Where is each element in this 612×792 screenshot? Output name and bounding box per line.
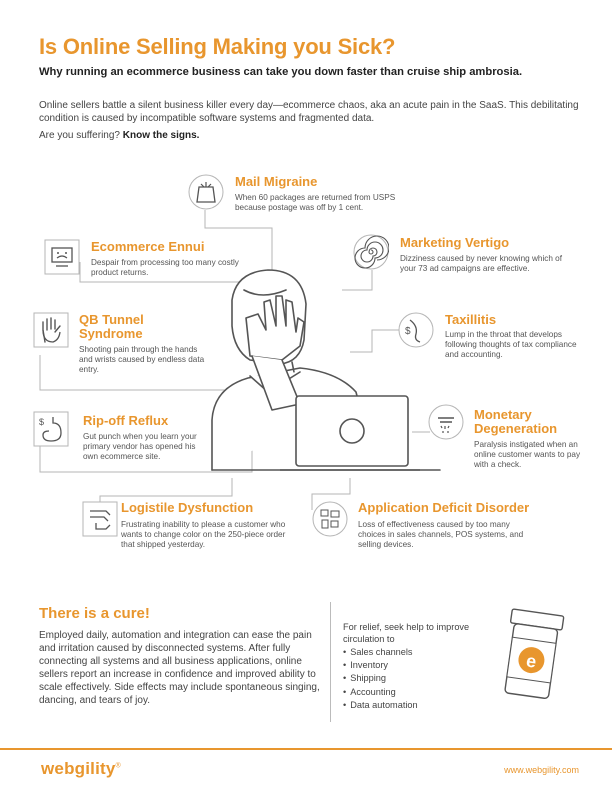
connector-vertigo — [342, 270, 372, 290]
logistile-desc: Frustrating inability to please a customer who wants to change color on the 250-piece order that shipped yesterday. — [121, 520, 286, 550]
bottle-logo-letter: e — [524, 650, 538, 672]
connector-tax — [350, 330, 404, 352]
qb-tunnel-title-line1: QB Tunnel — [79, 312, 144, 327]
ecommerce-ennui-desc: Despair from processing too many costly product returns. — [91, 258, 239, 278]
logo-mark: ® — [115, 762, 121, 770]
sad-computer-icon — [44, 239, 80, 275]
logistile-title: Logistile Dysfunction — [121, 500, 254, 515]
cure-paragraph: Employed daily, automation and integration can ease the pain and irritation caused by disconnected systems. After fully connecting all systems and all business applications, online sellers report an increase in confidence and improved ability to scale effectively. Side effects may include spontaneous singing, dancing, and tears of joy. — [39, 630, 320, 706]
tax-dollar-symbol: $ — [405, 326, 411, 337]
cure-title: There is a cure! — [39, 605, 150, 622]
relief-item: • Shipping — [343, 672, 493, 685]
relief-item: • Accounting — [343, 686, 493, 699]
application-deficit-title: Application Deficit Disorder — [358, 500, 530, 515]
ripoff-reflux-desc: Gut punch when you learn your primary vendor has opened his own ecommerce site. — [83, 432, 197, 462]
qb-tunnel-desc: Shooting pain through the hands and wrists caused by endless data entry. — [79, 345, 205, 375]
tax-throat-icon — [398, 312, 434, 348]
devices-cluster-icon — [312, 501, 348, 537]
relief-item: • Inventory — [343, 659, 493, 672]
footer-url[interactable]: www.webgility.com — [504, 765, 579, 775]
cure-divider — [330, 602, 331, 722]
qb-tunnel-title — [79, 313, 144, 341]
mail-migraine-title: Mail Migraine — [235, 174, 318, 189]
footer-divider — [0, 748, 612, 750]
ask-bold: Know the signs. — [122, 130, 200, 141]
hand-icon — [33, 312, 69, 348]
degeneration-icon — [428, 404, 464, 440]
monetary-title-line1: Monetary — [474, 407, 532, 422]
spiral-icon — [353, 234, 389, 270]
marketing-vertigo-title: Marketing Vertigo — [400, 235, 510, 250]
taxillitis-title: Taxillitis — [445, 312, 497, 327]
relief-item: • Sales channels — [343, 646, 493, 659]
qb-tunnel-title-line2: Syndrome — [79, 326, 143, 341]
ripoff-reflux-title: Rip-off Reflux — [83, 413, 169, 428]
logo-text: webgility — [41, 759, 116, 778]
relief-block — [343, 621, 493, 712]
mail-migraine-desc: When 60 packages are returned from USPS because postage was off by 1 cent. — [235, 193, 396, 213]
application-deficit-desc: Loss of effectiveness caused by too many choices in sales channels, POS systems, and selling devices. — [358, 520, 524, 550]
page-title: Is Online Selling Making you Sick? — [39, 34, 396, 59]
monetary-title-line2: Degeneration — [474, 421, 558, 436]
marketing-vertigo-desc: Dizziness caused by never knowing which of your 73 ad campaigns are effective. — [400, 254, 563, 274]
relief-item: • Data automation — [343, 699, 493, 712]
intro-paragraph: Online sellers battle a silent business killer every day—ecommerce chaos, aka an acute pain in the SaaS. This debilitating condition is caused by incompatible software systems and fragmented data. — [39, 100, 579, 124]
laptop-illustration — [280, 396, 420, 470]
relief-intro: For relief, seek help to improve circulation to — [343, 622, 470, 644]
stomach-dollar-symbol: $ — [39, 417, 45, 427]
ecommerce-ennui-title: Ecommerce Ennui — [91, 239, 205, 254]
webgility-logo — [41, 759, 121, 779]
pill-bottle-icon — [492, 606, 570, 706]
monetary-degeneration-desc: Paralysis instigated when an online customer wants to pay with a check. — [474, 440, 581, 470]
monetary-degeneration-title — [474, 408, 557, 436]
stomach-icon — [33, 411, 69, 447]
return-box-icon — [82, 501, 118, 537]
relief-list — [343, 646, 493, 712]
mail-bag-icon — [188, 174, 224, 210]
page-subtitle: Why running an ecommerce business can take you down faster than cruise ship ambrosia. — [39, 66, 523, 78]
taxillitis-desc: Lump in the throat that develops following thoughts of tax compliance and accounting. — [445, 330, 577, 360]
ask-prefix: Are you suffering? — [39, 130, 123, 141]
